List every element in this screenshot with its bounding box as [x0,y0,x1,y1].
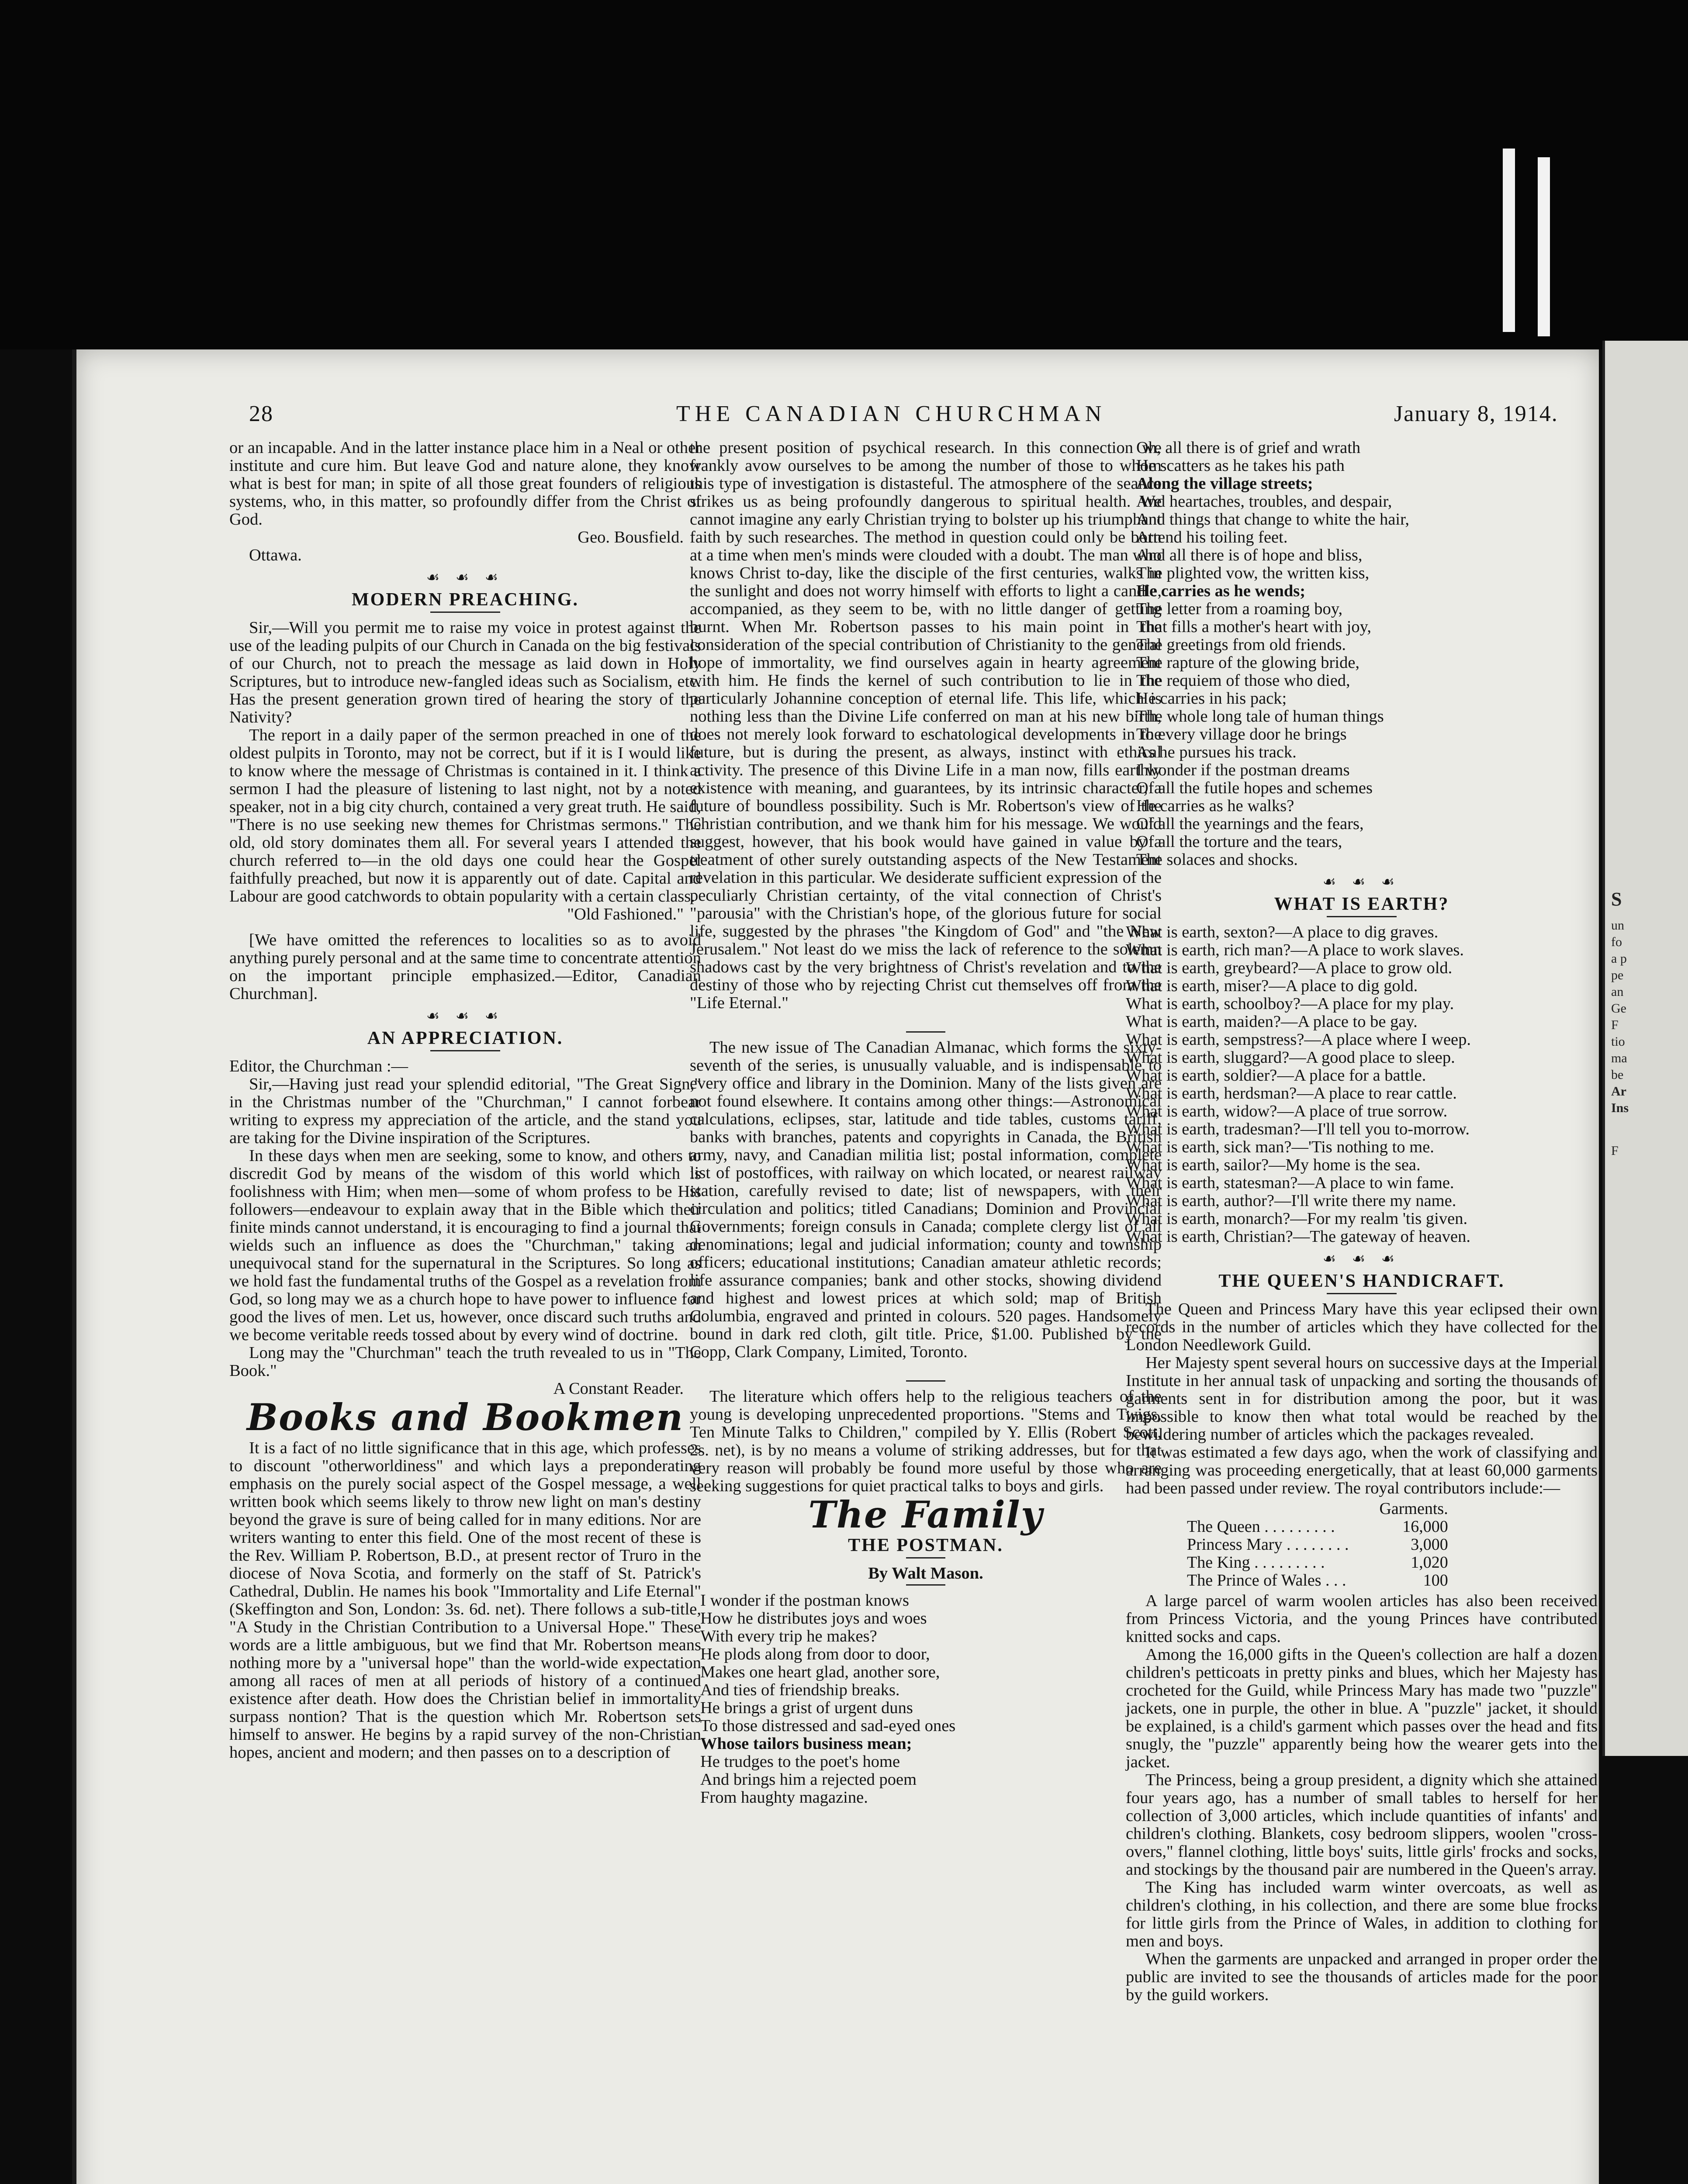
heading-rule [906,1557,945,1559]
article-paragraph: Among the 16,000 gifts in the Queen's collection are half a dozen children's petticoats in pretty pinks and blues, which her Majesty has crocheted for the Guild, while Princess Mary has made two "puzzle" jackets, one in purple, the other in blue. A "puzzle" jacket, it should be explained, is a child's garment which passes over the head and fits snugly, the "puzzle" apparently being how the wearer gets into the jacket. [1126,1645,1598,1771]
poem-line: Makes one heart glad, another sore, [700,1663,940,1681]
poem-line: He carries in his pack; [1136,689,1287,708]
table-row [1183,1554,1453,1572]
garment-count: 100 [1423,1571,1448,1590]
poem-line: With every trip he makes? [700,1627,877,1645]
poem-line: The rapture of the glowing bride, [1136,653,1360,672]
poem-line: What is earth, tradesman?—I'll tell you to-morrow. [1126,1120,1470,1138]
contributor-name: The Prince of Wales . . . [1187,1571,1346,1590]
poem-title: WHAT IS EARTH? [1274,894,1449,914]
poem-line: The plighted vow, the written kiss, [1136,564,1370,582]
separator-rule [906,1031,945,1033]
contributor-name: Princess Mary . . . . . . . . [1187,1535,1349,1554]
film-edge-mark [1538,157,1550,336]
poem-line: And things that change to white the hair, [1136,510,1410,529]
article-paragraph: It was estimated a few days ago, when the work of classifying and arranging was proceeding energetically, that at least 60,000 garments had been passed under review. The royal contributors include:— [1126,1443,1598,1497]
poem-line: That fills a mother's heart with joy, [1136,618,1371,636]
letter-continuation: or an incapable. And in the latter instance place him in a Neal or other institute and cure him. But leave God and nature alone, they know what is best for man; in spite of all those great founders of religious systems, who, in this matter, so profoundly differ from the Christ of God. [229,439,701,529]
page-number: 28 [249,401,273,426]
column-right [1126,439,1598,2004]
poem-line: The greetings from old friends. [1136,636,1346,654]
adjacent-fragment: a p [1611,951,1627,966]
adjacent-fragment: Ar [1611,1084,1626,1099]
article-paragraph: The report in a daily paper of the sermon preached in one of the oldest pulpits in Toronto, may not be correct, but if it is I would like to know where the message of Christmas is contained in it. I think a sermon I had the pleasure of listening to last night, not by a noted speaker, not in a big city church, contained a very great truth. He said, "There is no use seeking new themes for Christmas sermons." The old, old story dominates them all. For several years I attended the church referred to—in the old days one could hear the Gospel faithfully preached, but now it is apparently out of date. Capital and Labour are good catchwords to obtain popularity with a certain class. [229,726,701,905]
separator-rule [906,1380,945,1382]
poem-stanza [1126,923,1598,1246]
poem-line: Oh, all there is of grief and wrath [1136,439,1361,457]
section-title: Books and Bookmen [247,1396,684,1439]
adjacent-fragment: un [1611,918,1624,933]
poem-line: What is earth, statesman?—A place to win fame. [1126,1174,1454,1192]
poem-line: Of all the futile hopes and schemes [1136,779,1373,797]
garment-count: 1,020 [1411,1553,1448,1572]
article-paragraph: It is a fact of no little significance that in this age, which professes to discount "otherworldiness" and which lays a preponderating emphasis on the purely social aspect of the Gospel message, a well written book which seems likely to throw new light on man's destiny beyond the grave is sure of being called for in many editions. Nor are writers wanting to enter this field. One of the most recent of these is the Rev. William P. Robertson, B.D., at present rector of Truro in the diocese of Nova Scotia, and formerly on the staff of St. Patrick's Cathedral, Dublin. He names his book "Immortality and Life Eternal" (Skeffington and Son, London: 3s. 6d. net). There follows a sub-title, "A Study in the Christian Contribution to a Universal Hope." These words are a little ambiguous, but we find that Mr. Robertson means nothing more by a "universal hope" than the world-wide expectation among all races of men at all periods of history of a continued existence after death. How does the Christian belief in immortality surpass nontion? That is the question which Mr. Robertson sets himself to answer. He begins by a rapid survey of the non-Christian hopes, ancient and modern; and then passes on to a description of [229,1439,701,1762]
adjacent-fragment: an [1611,985,1624,999]
poem-line: What is earth, sailor?—My home is the sea. [1126,1156,1421,1174]
adjacent-fragment: be [1611,1068,1624,1082]
poem-line: He carries as he walks? [1136,797,1294,815]
letter-place: Ottawa. [249,546,302,564]
article-heading: AN APPRECIATION. [367,1028,564,1048]
column-left [229,439,701,1762]
garment-count: 16,000 [1402,1517,1448,1536]
article-paragraph: Her Majesty spent several hours on successive days at the Imperial Institute in her annual task of unpacking and sorting the thousands of garments sent in for distribution among the poor, but it was impossible to know then what total would be reached by the bewildering number of articles which the packages revealed. [1126,1354,1598,1444]
poem-line: What is earth, widow?—A place of true sorrow. [1126,1102,1448,1120]
adjacent-fragment: F [1611,1018,1619,1032]
letter-signature: Geo. Bousfield. [578,528,684,546]
newspaper-page [72,349,1599,2184]
poem-line: What is earth, herdsman?—A place to rear cattle. [1126,1084,1457,1102]
poem-line: Whose tailors business mean; [700,1735,912,1753]
poem-continuation [1126,439,1598,869]
adjacent-fragment: tio [1611,1034,1625,1049]
poem-line: He brings a grist of urgent duns [700,1699,913,1717]
editor-note: [We have omitted the references to localities so as to avoid anything purely personal and at the same time to concentrate attention on the important principle emphasized.—Editor, Canadian Churchman]. [229,931,701,1003]
article-paragraph: The literature which offers help to the religious teachers of the young is developing unprecedented proportions. "Stems and Twigs, Ten Minute Talks to Children," compiled by Y. Ellis (Robert Scott, 2s. net), is by no means a volume of striking addresses, but for that very reason will probably be found more useful by those who are seeking suggestions for quiet practical talks to boys and girls. [690,1387,1162,1495]
contributor-name: The King . . . . . . . . . [1187,1553,1325,1572]
adjacent-fragment: Ins [1611,1101,1629,1115]
poem-line: The requiem of those who died, [1136,671,1350,690]
poem-line: Of all the torture and the tears, [1136,833,1342,851]
poem-line: The letter from a roaming boy, [1136,600,1343,618]
poem-line: He carries as he wends; [1136,582,1306,600]
heading-rule [430,1050,500,1051]
poem-line: What is earth, schoolboy?—A place for my play. [1126,995,1454,1013]
article-paragraph: Sir,—Having just read your splendid editorial, "The Great Sign," in the Christmas number of the "Churchman," I cannot forbear writing to express my appreciation of the article, and the stand you are taking for the Divine inspiration of the Scriptures. [229,1075,701,1147]
adjacent-fragment: ma [1611,1051,1627,1065]
poem-line: And all there is of hope and bliss, [1136,546,1363,564]
poem-line: The whole long tale of human things [1136,707,1384,726]
article-paragraph: In these days when men are seeking, some to know, and others to discredit God by means of the wisdom of this world which is foolishness with Him; when men—some of whom profess to be His followers—endeavour to explain away that in the Bible which their finite minds cannot understand, it is encouraging to find a journal that wields such an influence as does the "Churchman," taking an unequivocal stand for the supernatural in the Scriptures. So long as we hold fast the fundamental truths of the Gospel as a revelation from God, so long may we as a church hope to have power to influence for good the lives of men. Let us, however, once discard such truths and we become veritable reeds tossed about by every wind of doctrine. [229,1147,701,1344]
adjacent-page-edge [1602,341,1688,1756]
adjacent-fragment: Ge [1611,1001,1626,1016]
poem-byline: By Walt Mason. [868,1564,983,1583]
poem-line: I wonder if the postman dreams [1136,761,1350,779]
poem-stanza [690,1592,1162,1807]
heading-rule [430,612,500,613]
poem-line: To every village door he brings [1136,725,1347,743]
letter-signature: A Constant Reader. [553,1379,684,1398]
poem-line: And brings him a rejected poem [700,1770,917,1789]
poem-line: What is earth, sexton?—A place to dig graves. [1126,923,1439,941]
article-paragraph: A large parcel of warm woolen articles has also been received from Princess Victoria, and the young Princes have contributed knitted socks and caps. [1126,1592,1598,1646]
poem-line: He trudges to the poet's home [700,1752,900,1771]
scan-top-border [0,0,1688,349]
heading-rule [1327,916,1397,917]
poem-line: What is earth, soldier?—A place for a battle. [1126,1066,1426,1085]
poem-line: What is earth, miser?—A place to dig gold. [1126,977,1418,995]
masthead-title: THE CANADIAN CHURCHMAN [676,401,1107,426]
table-row [1183,1518,1453,1536]
poem-line: What is earth, rich man?—A place to work slaves. [1126,941,1464,959]
poem-line: What is earth, sempstress?—A place where I weep. [1126,1030,1471,1049]
heading-rule [906,1584,945,1586]
letter-salutation: Editor, the Churchman :— [229,1057,408,1075]
poem-line: What is earth, maiden?—A place to be gay. [1126,1013,1418,1031]
garments-column-header: Garments. [1379,1500,1448,1518]
article-paragraph: When the garments are unpacked and arranged in proper order the public are invited to see the thousands of articles made for the poor by the guild workers. [1126,1950,1598,2004]
adjacent-fragment: pe [1611,968,1624,982]
film-edge-mark [1503,149,1515,332]
section-ornament: ☙ ☙ ☙ [426,1008,505,1024]
article-heading: MODERN PREACHING. [352,590,579,610]
table-row [1183,1536,1453,1554]
article-paragraph: The new issue of The Canadian Almanac, which forms the sixty-seventh of the series, is unusually valuable, and is indispensable to every office and library in the Dominion. Many of the lists given are not found elsewhere. It contains among other things:—Astronomical calculations, eclipses, star, latitude and tide tables, customs tariff, banks with branches, patents and copyrights in Canada, the British army, navy, and Canadian militia list; postal information, complete list of postoffices, with railway on which located, or nearest railway station, carefully revised to date; list of newspapers, with their circulation and politics; titled Canadians; Dominion and Provincial Governments; foreign consuls in Canada; complete clergy list of all denominations; legal and judicial information; county and township officers; educational institutions; Canadian amateur athletic records; life assurance companies; bank and other stocks, showing dividend and highest and lowest prices at which sold; map of British Columbia, engraved and printed in colours. 520 pages. Handsomely bound in dark red cloth, gilt title. Price, $1.00. Published by the Copp, Clark Company, Limited, Toronto. [690,1038,1162,1361]
poem-line: Of all the yearnings and the fears, [1136,815,1364,833]
poem-line: What is earth, monarch?—For my realm 'tis given. [1126,1209,1468,1228]
poem-line: What is earth, sluggard?—A good place to sleep. [1126,1048,1455,1067]
issue-date: January 8, 1914. [1394,401,1558,426]
adjacent-fragment: fo [1611,935,1622,949]
garment-count: 3,000 [1411,1535,1448,1554]
poem-line: As he pursues his track. [1136,743,1297,761]
letter-signature: "Old Fashioned." [567,905,684,923]
poem-line: How he distributes joys and woes [700,1609,927,1628]
adjacent-fragment: S [1611,888,1622,910]
poem-line: Attend his toiling feet. [1136,528,1288,546]
poem-line: He plods along from door to door, [700,1645,930,1663]
article-paragraph: Sir,—Will you permit me to raise my voice in protest against the use of the leading pulpits of our Church in Canada on the big festivals of our Church, not to preach the message as laid down in Holy Scriptures, but to introduce new-fangled ideas such as Socialism, etc. Has the present generation grown tired of hearing the story of the Nativity? [229,619,701,726]
poem-title: THE POSTMAN. [848,1535,1003,1555]
adjacent-fragment: F [1611,1144,1619,1158]
poem-line: And ties of friendship breaks. [700,1681,900,1699]
garments-table [1183,1500,1453,1590]
article-heading: THE QUEEN'S HANDICRAFT. [1218,1271,1505,1291]
poem-line: What is earth, greybeard?—A place to grow old. [1126,959,1453,977]
section-title: The Family [808,1493,1043,1536]
poem-line: And heartaches, troubles, and despair, [1136,492,1392,511]
article-paragraph: The Princess, being a group president, a dignity which she attained four years ago, has a number of small tables to herself for her collection of 3,000 articles, which include quantities of infants' and children's clothing. Blankets, cosy bedroom slippers, woolen "cross-overs," flannel clothing, little boys' suits, little girls' frocks and socks, and stockings by the thousand pair are numbered in the Queen's array. [1126,1771,1598,1879]
poem-line: The solaces and shocks. [1136,850,1298,869]
section-ornament: ☙ ☙ ☙ [1322,1251,1401,1267]
poem-line: I wonder if the postman knows [700,1591,909,1610]
article-paragraph: The Queen and Princess Mary have this year eclipsed their own records in the number of articles which they have collected for the London Needlework Guild. [1126,1300,1598,1354]
article-paragraph: Long may the "Churchman" teach the truth revealed to us in "The Book." [229,1344,701,1380]
article-paragraph: the present position of psychical research. In this connection we frankly avow ourselves to be among the number of those to whom this type of investigation is distasteful. The atmosphere of the seance strikes us as being profoundly dangerous to spiritual health. We cannot imagine any early Christian trying to bolster up his triumphant faith by such researches. The method in question could only be born at a time when men's minds were clouded with a doubt. The man who knows Christ to-day, like the disciple of the first centuries, walks in the sunlight and does not worry himself with efforts to light a candle, accompanied, as they seem to be, with no little danger of getting burnt. When Mr. Robertson passes to his main point in the consideration of the special contribution of Christianity to the general hope of immortality, we find ourselves again in hearty agreement with him. He finds the kernel of such contribution to lie in the particularly Johannine conception of eternal life. This life, which is nothing less than the Divine Life conferred on man at his new birth, does not merely look forward to eschatological developments in the future, but is during the present, as always, instinct with ethical activity. The presence of this Divine Life in a man now, fills earthly existence with meaning, and guarantees, by its intrinsic character, a future of boundless possibility. Such is Mr. Robertson's view of the Christian contribution, and we thank him for his message. We would suggest, however, that his book would have gained in value by a treatment of other surely outstanding aspects of the New Testament revelation in this particular. We desiderate sufficient expression of the peculiarly Christian certainty, of the vital connection of Christ's "parousia" with the Christian's hope, of the glorious future for social life, suggested by the phrases "the Kingdom of God" and "the New Jerusalem." Not least do we miss the lack of reference to the solemn shadows cast by the very brightness of Christ's revelation and to the destiny of those who by rejecting Christ cut themselves off from the "Life Eternal." [690,439,1162,1012]
section-ornament: ☙ ☙ ☙ [426,570,505,586]
table-row [1183,1572,1453,1590]
column-middle [690,439,1162,1807]
contributor-name: The Queen . . . . . . . . . [1187,1517,1335,1536]
poem-line: What is earth, sick man?—'Tis nothing to me. [1126,1138,1434,1156]
article-paragraph: The King has included warm winter overcoats, as well as children's clothing, in his collection, and there are some blue frocks for little girls from the Prince of Wales, in addition to clothing for men and boys. [1126,1878,1598,1950]
poem-line: What is earth, author?—I'll write there my name. [1126,1192,1456,1210]
poem-line: What is earth, Christian?—The gateway of heaven. [1126,1227,1470,1246]
section-ornament: ☙ ☙ ☙ [1322,874,1401,890]
poem-line: To those distressed and sad-eyed ones [700,1717,956,1735]
poem-line: Along the village streets; [1136,474,1313,493]
poem-line: From haughty magazine. [700,1788,868,1807]
heading-rule [1327,1293,1397,1294]
poem-line: He scatters as he takes his path [1136,456,1345,475]
